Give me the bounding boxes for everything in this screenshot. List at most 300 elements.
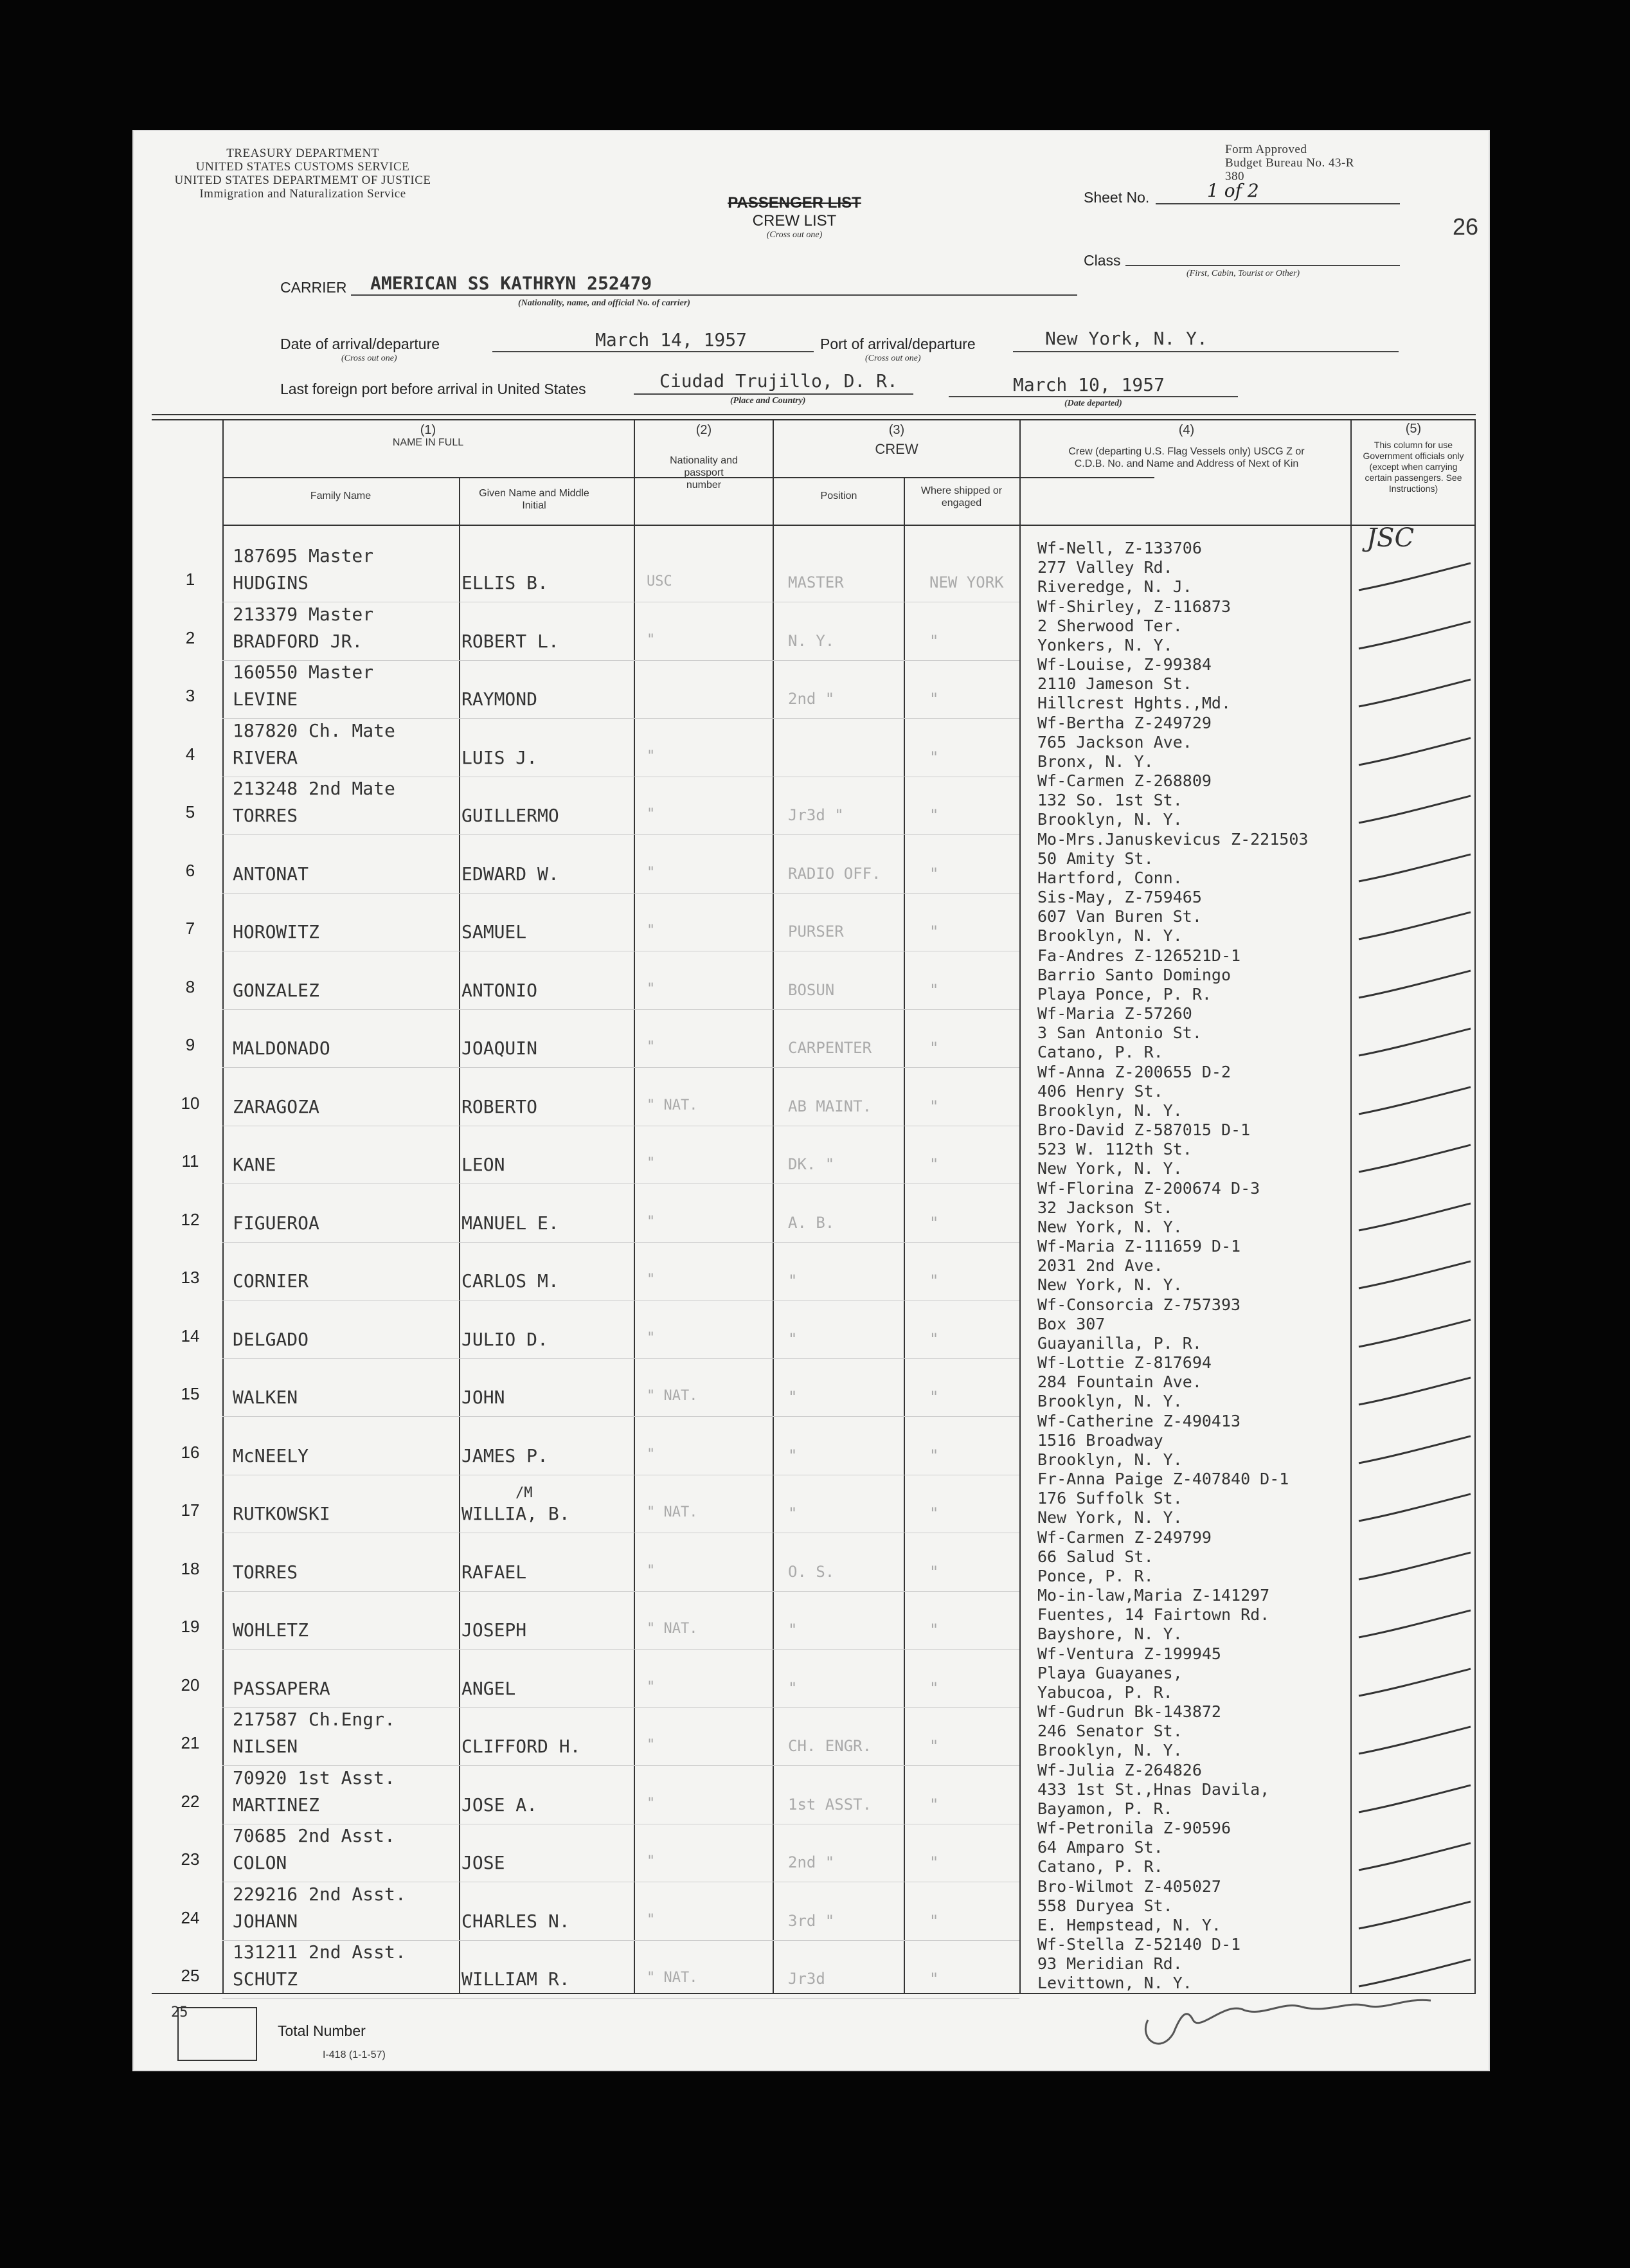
official-check-mark bbox=[1354, 1083, 1476, 1122]
next-of-kin-line: 50 Amity St. bbox=[1037, 849, 1154, 868]
given-name: JOSEPH bbox=[461, 1619, 527, 1641]
shipped-where: " bbox=[929, 1155, 939, 1173]
shipped-where: " bbox=[929, 631, 939, 650]
col4-header bbox=[1026, 424, 1347, 470]
position: A. B. bbox=[788, 1213, 835, 1232]
col5-header bbox=[1354, 422, 1473, 494]
col-rule-4 bbox=[773, 419, 774, 1993]
next-of-kin-line: Mo-in-law,Maria Z-141297 bbox=[1037, 1586, 1270, 1605]
date-arrival-value: March 14, 1957 bbox=[595, 329, 748, 350]
official-check-mark bbox=[1354, 1200, 1476, 1238]
departed-date-hint: (Date departed) bbox=[1064, 399, 1122, 408]
shipped-where: NEW YORK bbox=[929, 573, 1004, 591]
family-name: RUTKOWSKI bbox=[233, 1503, 330, 1524]
official-check-mark bbox=[1354, 1490, 1476, 1529]
official-check-mark bbox=[1354, 618, 1476, 656]
shipped-where: " bbox=[929, 1446, 939, 1464]
col5-title: This column for use Government officials only (except when carrying certain passengers. See Instructions) bbox=[1363, 440, 1464, 494]
family-name: MALDONADO bbox=[233, 1038, 330, 1059]
col-rule-6 bbox=[1019, 419, 1021, 1993]
given-name-correction: /M bbox=[515, 1485, 533, 1501]
date-cross-note: (Cross out one) bbox=[341, 354, 397, 363]
family-name: RIVERA bbox=[233, 746, 298, 768]
given-name: JULIO D. bbox=[461, 1328, 548, 1350]
shipped-where: " bbox=[929, 1039, 939, 1057]
family-name-header: Family Name bbox=[310, 491, 372, 501]
official-check-mark bbox=[1354, 1141, 1476, 1180]
agency-header bbox=[152, 147, 454, 201]
class-field bbox=[1125, 249, 1400, 266]
row-number: 3 bbox=[185, 686, 195, 705]
total-number-label: Total Number bbox=[278, 2022, 366, 2039]
given-name: RAYMOND bbox=[461, 688, 538, 710]
given-name: CLIFFORD H. bbox=[461, 1736, 581, 1757]
header-bottom-rule bbox=[222, 525, 1476, 526]
position: " bbox=[788, 1272, 798, 1290]
date-arrival-field bbox=[492, 329, 814, 352]
position: AB MAINT. bbox=[788, 1097, 872, 1115]
next-of-kin-line: Playa Guayanes, bbox=[1037, 1663, 1183, 1682]
col5-number: (5) bbox=[1405, 422, 1422, 436]
next-of-kin-line: 32 Jackson St. bbox=[1037, 1198, 1173, 1217]
last-port-field bbox=[634, 370, 913, 395]
row-number: 13 bbox=[181, 1268, 200, 1287]
carrier-hint: (Nationality, name, and official No. of carrier) bbox=[518, 298, 690, 308]
position: 3rd " bbox=[788, 1911, 835, 1930]
row-rule bbox=[222, 1009, 1019, 1010]
family-name: HOROWITZ bbox=[233, 921, 319, 942]
licence-note: 70920 1st Asst. bbox=[233, 1767, 395, 1788]
nationality: " bbox=[647, 1795, 656, 1812]
family-name: CORNIER bbox=[233, 1270, 309, 1292]
row-rule bbox=[222, 1998, 1019, 1999]
nationality: " bbox=[647, 1213, 656, 1230]
shipped-where: " bbox=[929, 1504, 939, 1522]
next-of-kin-line: 2031 2nd Ave. bbox=[1037, 1256, 1163, 1275]
family-name: WOHLETZ bbox=[233, 1619, 309, 1641]
next-of-kin-line: 2110 Jameson St. bbox=[1037, 674, 1192, 693]
position: " bbox=[788, 1679, 798, 1697]
position: 2nd " bbox=[788, 1853, 835, 1871]
position: CH. ENGR. bbox=[788, 1737, 872, 1755]
col1-header bbox=[222, 424, 634, 449]
licence-note: 213248 2nd Mate bbox=[233, 778, 395, 799]
licence-note: 70685 2nd Asst. bbox=[233, 1825, 395, 1846]
port-arrival-field bbox=[1013, 328, 1399, 352]
row-number: 9 bbox=[185, 1035, 195, 1054]
row-number: 17 bbox=[181, 1500, 200, 1520]
licence-note: 131211 2nd Asst. bbox=[233, 1941, 406, 1963]
family-name: LEVINE bbox=[233, 688, 298, 710]
port-cross-note: (Cross out one) bbox=[865, 354, 921, 363]
position: DK. " bbox=[788, 1155, 835, 1173]
nationality: " NAT. bbox=[647, 1504, 698, 1520]
next-of-kin-line: Wf-Gudrun Bk-143872 bbox=[1037, 1702, 1221, 1721]
sheet-no-value: 1 of 2 bbox=[1207, 180, 1259, 201]
row-number: 19 bbox=[181, 1617, 200, 1636]
official-check-mark bbox=[1354, 1839, 1476, 1878]
date-arrival-label: Date of arrival/departure bbox=[280, 336, 440, 352]
given-name: JAMES P. bbox=[461, 1444, 548, 1466]
shipped-where: " bbox=[929, 1679, 939, 1697]
shipped-where: " bbox=[929, 1621, 939, 1639]
next-of-kin-line: Mo-Mrs.Januskevicus Z-221503 bbox=[1037, 829, 1309, 849]
given-name: GUILLERMO bbox=[461, 805, 559, 826]
official-check-mark bbox=[1354, 1257, 1476, 1296]
official-check-mark bbox=[1354, 1723, 1476, 1761]
col2-number: (2) bbox=[695, 423, 712, 437]
page-number: 26 bbox=[1453, 213, 1479, 240]
next-of-kin-line: E. Hempstead, N. Y. bbox=[1037, 1915, 1221, 1934]
licence-note: 229216 2nd Asst. bbox=[233, 1883, 406, 1905]
nationality: " bbox=[647, 1562, 656, 1579]
next-of-kin-line: New York, N. Y. bbox=[1037, 1275, 1183, 1294]
family-name: GONZALEZ bbox=[233, 979, 319, 1001]
next-of-kin-line: Wf-Ventura Z-199945 bbox=[1037, 1644, 1221, 1663]
next-of-kin-line: Wf-Bertha Z-249729 bbox=[1037, 713, 1212, 732]
row-number: 11 bbox=[181, 1151, 199, 1171]
row-rule bbox=[222, 1591, 1019, 1592]
crew-list-title: CREW LIST bbox=[752, 212, 837, 230]
next-of-kin-line: Bayamon, P. R. bbox=[1037, 1799, 1173, 1818]
title-cross-note: (Cross out one) bbox=[766, 230, 823, 240]
next-of-kin-line: 66 Salud St. bbox=[1037, 1547, 1154, 1566]
next-of-kin-line: Wf-Consorcia Z-757393 bbox=[1037, 1295, 1241, 1314]
carrier-field bbox=[351, 275, 1077, 296]
next-of-kin-line: New York, N. Y. bbox=[1037, 1159, 1183, 1178]
next-of-kin-line: Guayanilla, P. R. bbox=[1037, 1333, 1202, 1353]
shipped-where: " bbox=[929, 690, 939, 708]
form-approved-line: Form Approved bbox=[1225, 143, 1307, 156]
row-number: 20 bbox=[181, 1675, 200, 1695]
col3-title: CREW bbox=[875, 441, 918, 457]
col2-title: Nationality and passport number bbox=[670, 455, 738, 491]
next-of-kin-line: Fuentes, 14 Fairtown Rd. bbox=[1037, 1605, 1270, 1624]
official-check-mark bbox=[1354, 908, 1476, 947]
next-of-kin-line: Wf-Maria Z-111659 D-1 bbox=[1037, 1237, 1241, 1256]
next-of-kin-line: 132 So. 1st St. bbox=[1037, 791, 1183, 809]
row-rule bbox=[222, 718, 1019, 719]
licence-note: 217587 Ch.Engr. bbox=[233, 1709, 395, 1730]
nationality: " bbox=[647, 1911, 656, 1928]
next-of-kin-line: Brooklyn, N. Y. bbox=[1037, 1392, 1183, 1410]
shipped-where: " bbox=[929, 1097, 939, 1115]
nationality: " bbox=[647, 1679, 656, 1695]
official-check-mark bbox=[1354, 676, 1476, 714]
next-of-kin-line: Box 307 bbox=[1037, 1314, 1106, 1333]
col1-title: NAME IN FULL bbox=[392, 437, 464, 448]
family-name: WALKEN bbox=[233, 1387, 298, 1408]
given-name: LUIS J. bbox=[461, 746, 538, 768]
row-number: 25 bbox=[181, 1966, 200, 1985]
official-check-mark bbox=[1354, 559, 1476, 598]
officer-signature bbox=[1135, 1981, 1456, 2058]
nationality: " bbox=[647, 631, 656, 648]
agency-line-2: UNITED STATES CUSTOMS SERVICE bbox=[195, 160, 410, 174]
given-name: RAFAEL bbox=[461, 1561, 527, 1583]
official-check-mark bbox=[1354, 1549, 1476, 1587]
row-number: 5 bbox=[185, 802, 195, 822]
next-of-kin-line: 93 Meridian Rd. bbox=[1037, 1954, 1183, 1973]
next-of-kin-line: 1516 Broadway bbox=[1037, 1430, 1163, 1450]
position: RADIO OFF. bbox=[788, 864, 881, 883]
nationality: " bbox=[647, 1039, 656, 1055]
given-name: JOHN bbox=[461, 1387, 505, 1408]
next-of-kin-line: Yabucoa, P. R. bbox=[1037, 1682, 1173, 1702]
row-number: 24 bbox=[181, 1907, 200, 1927]
family-name: COLON bbox=[233, 1852, 287, 1873]
shipped-where: " bbox=[929, 1911, 939, 1930]
next-of-kin-line: Ponce, P. R. bbox=[1037, 1566, 1154, 1585]
col-rule-3 bbox=[634, 419, 635, 1993]
official-check-mark bbox=[1354, 1025, 1476, 1063]
next-of-kin-line: Wf-Florina Z-200674 D-3 bbox=[1037, 1178, 1260, 1198]
row-number: 18 bbox=[181, 1558, 200, 1578]
row-rule bbox=[222, 893, 1019, 894]
nationality: USC bbox=[647, 573, 672, 590]
shipped-where: " bbox=[929, 864, 939, 883]
row-rule bbox=[222, 1649, 1019, 1650]
nationality: " NAT. bbox=[647, 1097, 698, 1113]
next-of-kin-line: New York, N. Y. bbox=[1037, 1508, 1183, 1527]
next-of-kin-line: Wf-Anna Z-200655 D-2 bbox=[1037, 1062, 1231, 1081]
official-check-mark bbox=[1354, 1374, 1476, 1412]
next-of-kin-line: Wf-Stella Z-52140 D-1 bbox=[1037, 1935, 1241, 1954]
given-name: LEON bbox=[461, 1154, 505, 1175]
next-of-kin-line: Barrio Santo Domingo bbox=[1037, 965, 1231, 984]
shipped-where: " bbox=[929, 1970, 939, 1988]
table-top-rule bbox=[152, 414, 1476, 415]
row-number: 4 bbox=[185, 744, 195, 764]
next-of-kin-line: Yonkers, N. Y. bbox=[1037, 635, 1173, 654]
next-of-kin-line: 558 Duryea St. bbox=[1037, 1896, 1173, 1915]
shipped-where: " bbox=[929, 748, 939, 766]
next-of-kin-line: 433 1st St.,Hnas Davila, bbox=[1037, 1779, 1270, 1799]
next-of-kin-line: Bro-Wilmot Z-405027 bbox=[1037, 1877, 1221, 1896]
given-name: JOSE bbox=[461, 1852, 505, 1873]
position: 1st ASST. bbox=[788, 1795, 872, 1814]
shipped-where: " bbox=[929, 1737, 939, 1755]
next-of-kin-line: Riveredge, N. J. bbox=[1037, 577, 1192, 596]
port-arrival-value: New York, N. Y. bbox=[1045, 328, 1208, 349]
col1-number: (1) bbox=[420, 423, 436, 437]
class-label: Class bbox=[1084, 252, 1121, 269]
family-name: FIGUEROA bbox=[233, 1212, 319, 1234]
family-name: ZARAGOZA bbox=[233, 1095, 319, 1117]
position-header: Position bbox=[820, 491, 857, 501]
next-of-kin-line: Hartford, Conn. bbox=[1037, 868, 1183, 887]
agency-line-1: TREASURY DEPARTMENT bbox=[226, 147, 379, 160]
official-check-mark bbox=[1354, 1781, 1476, 1820]
crew-list-document bbox=[132, 130, 1490, 2071]
next-of-kin-line: Levittown, N. Y. bbox=[1037, 1974, 1192, 1992]
row-number: 15 bbox=[181, 1384, 200, 1403]
family-name: MARTINEZ bbox=[233, 1794, 319, 1815]
next-of-kin-line: 3 San Antonio St. bbox=[1037, 1023, 1202, 1042]
next-of-kin-line: 246 Senator St. bbox=[1037, 1722, 1183, 1740]
family-name: HUDGINS bbox=[233, 572, 309, 593]
shipped-header: Where shipped or engaged bbox=[920, 485, 1003, 509]
total-number-value: 25 bbox=[171, 2004, 188, 2021]
col4-title: Crew (departing U.S. Flag Vessels only) USCG Z or C.D.B. No. and Name and Address of Next of Kin bbox=[1068, 446, 1305, 469]
next-of-kin-line: 176 Suffolk St. bbox=[1037, 1489, 1183, 1508]
passenger-list-title: PASSENGER LIST bbox=[728, 194, 861, 212]
given-name-header: Given Name and Middle Initial bbox=[479, 488, 589, 511]
next-of-kin-line: Bronx, N. Y. bbox=[1037, 752, 1154, 771]
licence-note: 213379 Master bbox=[233, 603, 374, 625]
table-top-rule-2 bbox=[152, 419, 1476, 420]
given-name: EDWARD W. bbox=[461, 863, 559, 885]
official-check-mark bbox=[1354, 851, 1476, 889]
position: BOSUN bbox=[788, 980, 835, 999]
next-of-kin-line: Bro-David Z-587015 D-1 bbox=[1037, 1120, 1251, 1139]
total-number-box bbox=[177, 2007, 257, 2061]
col-rule-7 bbox=[1350, 419, 1352, 1993]
family-name: TORRES bbox=[233, 1561, 298, 1583]
shipped-where: " bbox=[929, 806, 939, 824]
next-of-kin-line: Sis-May, Z-759465 bbox=[1037, 888, 1202, 906]
list-title bbox=[679, 194, 910, 240]
nationality: " bbox=[647, 1446, 656, 1462]
licence-note: 187695 Master bbox=[233, 545, 374, 566]
col3-header bbox=[774, 424, 1019, 455]
next-of-kin-line: Wf-Maria Z-57260 bbox=[1037, 1004, 1192, 1023]
position: " bbox=[788, 1329, 798, 1348]
shipped-where: " bbox=[929, 1795, 939, 1814]
given-name: ROBERT L. bbox=[461, 630, 559, 652]
position: " bbox=[788, 1621, 798, 1639]
budget-bureau-line: Budget Bureau No. 43-R 380 bbox=[1225, 156, 1354, 183]
form-approval bbox=[1225, 143, 1366, 183]
next-of-kin-line: 607 Van Buren St. bbox=[1037, 907, 1202, 926]
next-of-kin-line: 277 Valley Rd. bbox=[1037, 558, 1173, 577]
next-of-kin-line: Wf-Julia Z-264826 bbox=[1037, 1760, 1202, 1779]
official-initials: JSC bbox=[1366, 523, 1415, 553]
nationality: " bbox=[647, 864, 656, 881]
row-number: 8 bbox=[185, 977, 195, 996]
nationality: " bbox=[647, 1272, 656, 1288]
next-of-kin-line: New York, N. Y. bbox=[1037, 1217, 1183, 1236]
next-of-kin-line: 64 Amparo St. bbox=[1037, 1838, 1163, 1857]
row-rule bbox=[222, 1940, 1019, 1941]
col4-number: (4) bbox=[1178, 423, 1195, 437]
next-of-kin-line: Wf-Lottie Z-817694 bbox=[1037, 1353, 1212, 1372]
position: Jr3d " bbox=[788, 806, 844, 824]
next-of-kin-line: Wf-Carmen Z-268809 bbox=[1037, 771, 1212, 790]
given-name: WILLIAM R. bbox=[461, 1968, 570, 1990]
nationality: " bbox=[647, 1737, 656, 1753]
next-of-kin-line: Wf-Louise, Z-99384 bbox=[1037, 655, 1212, 674]
row-number: 2 bbox=[185, 627, 195, 647]
sheet-no-label: Sheet No. bbox=[1084, 189, 1150, 206]
given-name: ANTONIO bbox=[461, 979, 538, 1001]
nationality: " NAT. bbox=[647, 1970, 698, 1986]
next-of-kin-line: Wf-Carmen Z-249799 bbox=[1037, 1527, 1212, 1547]
given-name: ELLIS B. bbox=[461, 572, 548, 593]
given-name: ANGEL bbox=[461, 1677, 516, 1699]
position: " bbox=[788, 1446, 798, 1464]
position: 2nd " bbox=[788, 690, 835, 708]
nationality: " NAT. bbox=[647, 1388, 698, 1404]
licence-note: 160550 Master bbox=[233, 662, 374, 683]
position: O. S. bbox=[788, 1562, 835, 1581]
next-of-kin-line: Playa Ponce, P. R. bbox=[1037, 984, 1212, 1004]
shipped-where: " bbox=[929, 1388, 939, 1406]
family-name: PASSAPERA bbox=[233, 1677, 330, 1699]
row-rule bbox=[222, 1242, 1019, 1243]
next-of-kin-line: Brooklyn, N. Y. bbox=[1037, 1450, 1183, 1469]
licence-note: 187820 Ch. Mate bbox=[233, 719, 395, 741]
position: " bbox=[788, 1388, 798, 1406]
official-check-mark bbox=[1354, 1607, 1476, 1645]
agency-line-3: UNITED STATES DEPARTMEMT OF JUSTICE bbox=[174, 174, 431, 187]
position: " bbox=[788, 1504, 798, 1522]
row-rule bbox=[222, 834, 1019, 835]
position: MASTER bbox=[788, 573, 844, 591]
sheet-no-field bbox=[1156, 180, 1400, 204]
next-of-kin-line: Brooklyn, N. Y. bbox=[1037, 926, 1183, 945]
row-rule bbox=[222, 1765, 1019, 1766]
next-of-kin-line: Catano, P. R. bbox=[1037, 1043, 1163, 1061]
next-of-kin-line: Fa-Andres Z-126521D-1 bbox=[1037, 946, 1241, 965]
nationality: " NAT. bbox=[647, 1621, 698, 1637]
given-name: SAMUEL bbox=[461, 921, 527, 942]
family-name: KANE bbox=[233, 1154, 276, 1175]
form-code: I-418 (1-1-57) bbox=[323, 2049, 386, 2060]
shipped-where: " bbox=[929, 980, 939, 999]
row-number: 16 bbox=[181, 1442, 200, 1462]
family-name: McNEELY bbox=[233, 1444, 309, 1466]
row-number: 21 bbox=[181, 1733, 200, 1752]
next-of-kin-line: 406 Henry St. bbox=[1037, 1081, 1163, 1101]
next-of-kin-line: Brooklyn, N. Y. bbox=[1037, 1741, 1183, 1760]
next-of-kin-line: Wf-Shirley, Z-116873 bbox=[1037, 597, 1231, 616]
shipped-where: " bbox=[929, 1562, 939, 1581]
row-number: 1 bbox=[185, 570, 195, 589]
given-name: JOSE A. bbox=[461, 1794, 538, 1815]
col3-number: (3) bbox=[888, 423, 905, 437]
position: PURSER bbox=[788, 923, 844, 941]
row-number: 7 bbox=[185, 919, 195, 938]
class-hint: (First, Cabin, Tourist or Other) bbox=[1187, 269, 1300, 278]
row-number: 23 bbox=[181, 1850, 200, 1869]
shipped-where: " bbox=[929, 1853, 939, 1871]
carrier-value: AMERICAN SS KATHRYN 252479 bbox=[370, 273, 652, 294]
position: CARPENTER bbox=[788, 1039, 872, 1057]
family-name: JOHANN bbox=[233, 1910, 298, 1932]
family-name: TORRES bbox=[233, 805, 298, 826]
given-name: CARLOS M. bbox=[461, 1270, 559, 1292]
official-check-mark bbox=[1354, 792, 1476, 831]
shipped-where: " bbox=[929, 1329, 939, 1348]
nationality: " bbox=[647, 748, 656, 764]
nationality: " bbox=[647, 980, 656, 997]
port-arrival-label: Port of arrival/departure bbox=[820, 336, 976, 352]
family-name: DELGADO bbox=[233, 1328, 309, 1350]
next-of-kin-line: 523 W. 112th St. bbox=[1037, 1140, 1192, 1158]
nationality: " bbox=[647, 1329, 656, 1346]
next-of-kin-line: Brooklyn, N. Y. bbox=[1037, 810, 1183, 829]
next-of-kin-line: 765 Jackson Ave. bbox=[1037, 732, 1192, 752]
family-name: ANTONAT bbox=[233, 863, 309, 885]
departed-date-field bbox=[949, 374, 1238, 397]
row-rule bbox=[222, 1358, 1019, 1359]
given-name: CHARLES N. bbox=[461, 1910, 570, 1932]
shipped-where: " bbox=[929, 923, 939, 941]
row-number: 6 bbox=[185, 860, 195, 880]
official-check-mark bbox=[1354, 734, 1476, 773]
last-port-hint: (Place and Country) bbox=[730, 396, 806, 406]
